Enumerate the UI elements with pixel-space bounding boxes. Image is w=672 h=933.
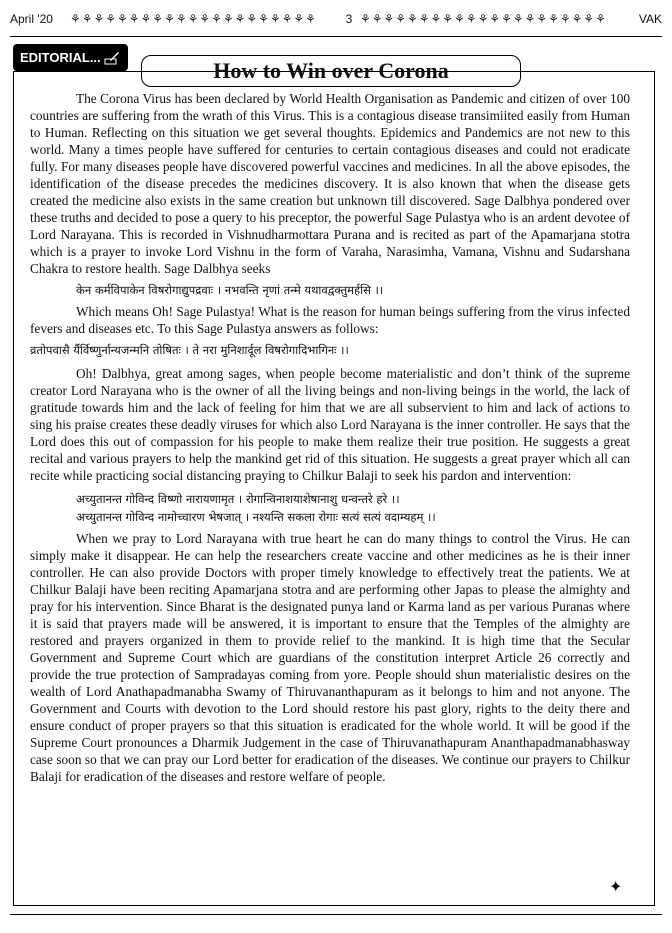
title-connector	[128, 71, 141, 72]
paragraph-intro: The Corona Virus has been declared by World Health Organisation as Pandemic and citizen of over 100 countries are suffering from the wrath of this Virus. This is a contagious disease transimiited easily from Human to Human. Reflecting on this situation we get several thoughts. Epidemics and Pandemics are not new to this world. Many a times people have suffered for centuries to certain contagious diseases and could not eradicate fully. For many diseases people have discovered powerful vaccines and medicines. In all the above episodes, the identification of the disease precedes the medicines discovery. It is also known that when the disease gets created the medicine also exists in the same creation but unknown till discovered. Sage Dalbhya pondered over these truths and decided to pose a query to his preceptor, the powerful Sage Pulastya who is an ardent devotee of Lord Narayana. This is recorded in Vishnudharmottara Purana and is recited as part of the Apamarjana stotra which is a prayer to invoke Lord Vishnu in the form of Varaha, Narasimha, Vamana, Vishnu and Sudarshana Chakra to restore health. Sage Dalbhya seeks	[30, 91, 630, 276]
pen-icon	[104, 51, 120, 65]
header-rule	[10, 36, 662, 37]
sanskrit-verse-1: केन कर्मविपाकेन विषरोगाद्युपद्रवाः । नभवन्ति नृणां तन्मे यथावद्वक्तुमर्हसि ।।	[76, 283, 384, 297]
section-label-text: EDITORIAL...	[20, 50, 101, 65]
paragraph-explanation: Oh! Dalbhya, great among sages, when people become materialistic and don’t think of the supreme creator Lord Narayana who is the owner of all the living beings and non-living beings in the world, the lack of gratitude towards him and the lack of feeling for him that we are all subservient to him and lack of actions to sing his praise creates these deadly viruses for which also Lord Narayana is the inner controller. He says that the Lord does this out of compassion for his people to make them realize their true position. He suggests a great recital and various prayers to help the mankind get rid of this situation. He suggests a great prayer which all can recite while practicing social distancing praying to Chilkur Balaji to seek his pardon and intervention:	[30, 366, 630, 483]
issue-date: April '20	[10, 12, 53, 26]
publication-name: VAK	[638, 12, 662, 26]
sanskrit-verse-3b: अच्युतानन्त गोविन्द नामोच्चारण भेषजात् । नश्यन्ति सकला रोगाः सत्यं सत्यं वदाम्यहम् ।।	[76, 510, 436, 524]
footer-rule	[10, 914, 662, 915]
paragraph-conclusion: When we pray to Lord Narayana with true heart he can do many things to control the Virus. He can simply make it disappear. He can help the researchers create vaccine and other medicines as he is their inner controller. He can also provide Doctors with proper timely knowledge to effectively treat the patients. We at Chilkur Balaji have been reciting Apamarjana stotra and are performing other Japas to please the almighty and pray for his intervention. Since Bharat is the designated punya land or Karma land as per various Puranas where it is said that prayers made will be answered, it is important to ensure that the Temples of the almighty are restored and prayers organized in them to provide relief to the mankind. It is high time that the Secular Government and Supreme Court which are guardians of the constitution interpret Article 26 correctly and provide the true protection of Sampradayas coming from yore. People should shun materialistic desires on the wealth of Lord Anathapadmanabha Swamy of Thiruvananthapuram as it belongs to him and not anyone. The Government and Courts with devotion to the Lord should restore his past glory, rights to the deity there and ensure conduct of proper prayers so that this situation is eradicated for the whole world. It will be good if the Supreme Court pronounces a Dharmik Judgement in the case of Thiruvanathapuram Ananthapadmanabhasway case soon so that we can pray our Lord better for eradication of the diseases. We continue our prayers to Chilkur Balaji for eradication of the diseases and restore welfare of people.	[30, 531, 630, 784]
header-ornament-left: ⚘⚘⚘⚘⚘⚘⚘⚘⚘⚘⚘⚘⚘⚘⚘⚘⚘⚘⚘⚘⚘	[70, 12, 317, 26]
page-number: 3	[345, 12, 353, 26]
section-label	[13, 44, 128, 71]
end-ornament-icon: ✦	[609, 879, 623, 896]
sanskrit-verse-3a: अच्युतानन्त गोविन्द विष्णो नारायणामृत । रोगान्विनाशयाशेषानाशु धन्वन्तरे हरे ।।	[76, 492, 400, 506]
sanskrit-verse-2: व्रतोपवासै र्यैर्विष्णुर्नान्यजन्मनि तोषितः । ते नरा मुनिशार्दूल विषरोगादिभागिनः ।।	[30, 343, 349, 357]
page-header	[10, 8, 662, 30]
article-body	[30, 90, 630, 785]
article-title	[141, 55, 521, 87]
article-title-text: How to Win over Corona	[213, 58, 449, 83]
header-ornament-right: ⚘⚘⚘⚘⚘⚘⚘⚘⚘⚘⚘⚘⚘⚘⚘⚘⚘⚘⚘⚘⚘	[360, 12, 607, 26]
paragraph-meaning: Which means Oh! Sage Pulastya! What is the reason for human beings suffering from the virus infected fevers and diseases etc. To this Sage Pulastya answers as follows:	[30, 304, 630, 336]
